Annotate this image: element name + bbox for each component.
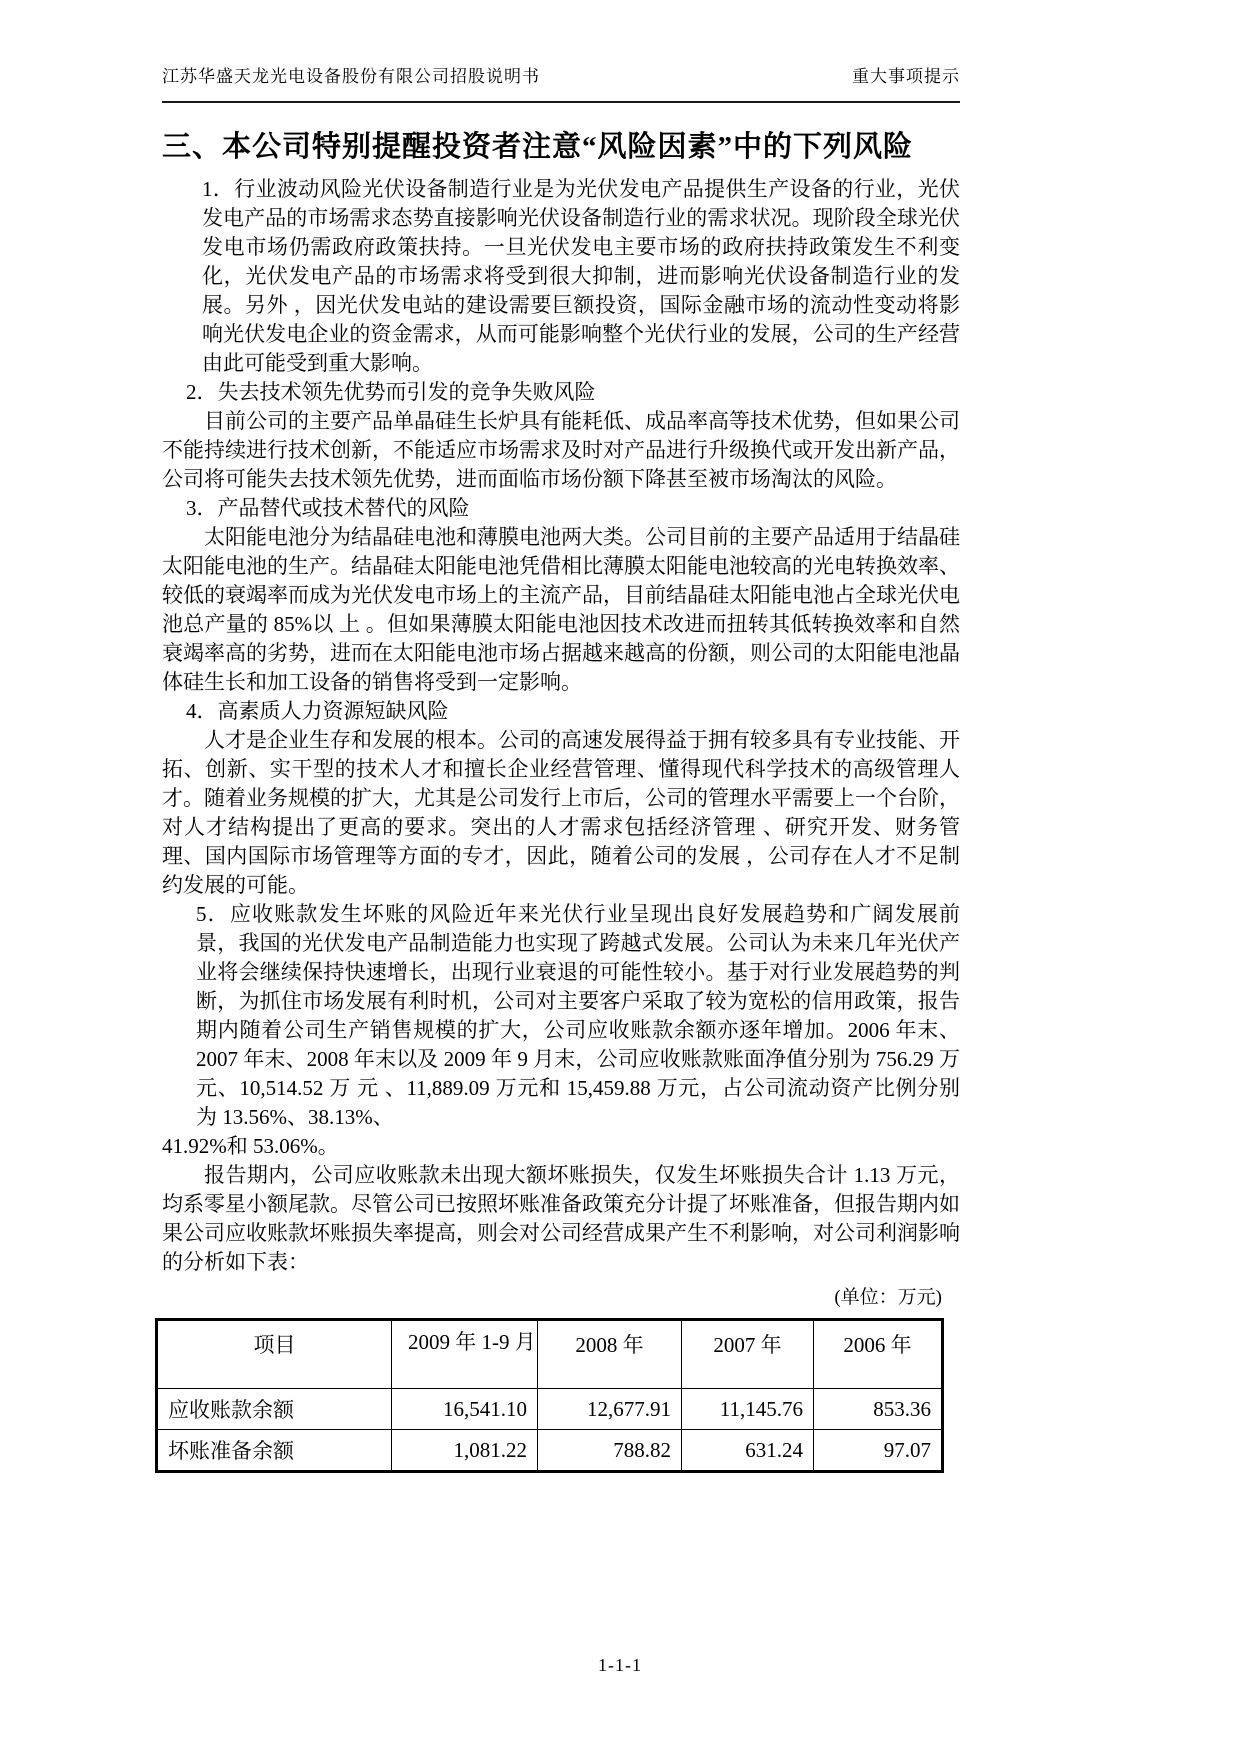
cell-value: 631.24 <box>682 1430 814 1472</box>
cell-value: 97.07 <box>814 1430 943 1472</box>
table-header-2007: 2007 年 <box>682 1320 814 1389</box>
risk-body-3: 太阳能电池分为结晶硅电池和薄膜电池两大类。公司目前的主要产品适用于结晶硅太阳能电池的生产。结晶硅太阳能电池凭借相比薄膜太阳能电池较高的光电转换效率、较低的衰竭率而成为光伏发电市场上的主流产品，目前结晶硅太阳能电池占全球光伏电池总产量的 85%以 上 。但如果薄膜太阳能电池因技术改进而扭转其低转换效率和自然衰竭率高的劣势，进而在太阳能电池市场占据越来越高的份额，则公司的太阳能电池晶体硅生长和加工设备的销售将受到一定影响。 <box>162 525 960 694</box>
running-header <box>162 62 960 87</box>
cell-value: 1,081.22 <box>392 1430 538 1472</box>
risk-item-5-paragraph: 5．应收账款发生坏账的风险近年来光伏行业呈现出良好发展趋势和广阔发展前景，我国的光伏发电产品制造能力也实现了跨越式发展。公司认为未来几年光伏产业将会继续保持快速增长，出现行业衰退的可能性较小。基于对行业发展趋势的判断，为抓住市场发展有利时机，公司对主要客户采取了较为宽松的信用政策，报告期内随着公司生产销售规模的扩大，公司应收账款余额亦逐年增加。2006 年末、2007 年末、2008 年末以及 2009 年 9 月末，公司应收账款账面净值分别为 756.29 万元、10,514.52 万 元 、11,889.09 万元和 15,459.88 万元，占公司流动资产比例分别为 13.56%、38.13%、 <box>196 902 960 1129</box>
cell-value: 11,145.76 <box>682 1389 814 1430</box>
bad-debt-analysis-paragraph: 报告期内，公司应收账款未出现大额坏账损失，仅发生坏账损失合计 1.13 万元，均系零星小额尾款。尽管公司已按照坏账准备政策充分计提了坏账准备，但报告期内如果公司应收账款坏账损失率提高，则会对公司经营成果产生不利影响，对公司利润影响的分析如下表： <box>162 1163 960 1274</box>
page-number: 1-1-1 <box>598 1655 642 1675</box>
table-unit-note: (单位：万元) <box>834 1287 942 1308</box>
table-header-2009: 2009 年 1-9 月 <box>392 1320 538 1389</box>
page-content <box>162 62 960 1473</box>
header-section-label: 重大事项提示 <box>852 67 960 86</box>
row-label: 应收账款余额 <box>157 1389 392 1430</box>
header-divider <box>162 101 960 103</box>
receivables-table <box>155 1318 944 1473</box>
table-header-item: 项目 <box>157 1320 392 1389</box>
row-label: 坏账准备余额 <box>157 1430 392 1472</box>
cell-value: 16,541.10 <box>392 1389 538 1430</box>
section-title: 三、本公司特别提醒投资者注意“风险因素”中的下列风险 <box>162 131 914 163</box>
header-document-title: 江苏华盛天龙光电设备股份有限公司招股说明书 <box>162 67 540 86</box>
risk-heading-3: 3．产品替代或技术替代的风险 <box>186 496 470 520</box>
table-row-bad-debt-provision <box>157 1430 943 1472</box>
cell-value: 12,677.91 <box>538 1389 682 1430</box>
cell-value: 853.36 <box>814 1389 943 1430</box>
table-header-2008: 2008 年 <box>538 1320 682 1389</box>
table-header-2006: 2006 年 <box>814 1320 943 1389</box>
risk-heading-2: 2．失去技术领先优势而引发的竞争失败风险 <box>186 380 596 404</box>
table-row-receivable-balance <box>157 1389 943 1430</box>
risk-body-4: 人才是企业生存和发展的根本。公司的高速发展得益于拥有较多具有专业技能、开拓、创新、实干型的技术人才和擅长企业经营管理、懂得现代科学技术的高级管理人才。随着业务规模的扩大，尤其是公司发行上市后，公司的管理水平需要上一个台阶，对人才结构提出了更高的要求。突出的人才需求包括经济管理 、研究开发、财务管理、国内国际市场管理等方面的专才，因此，随着公司的发展 ，公司存在人才不足制约发展的可能。 <box>162 728 960 897</box>
risk-heading-4: 4．高素质人力资源短缺风险 <box>186 699 449 723</box>
cell-value: 788.82 <box>538 1430 682 1472</box>
table-header-row <box>157 1320 943 1389</box>
risk-item-1-paragraph: 1．行业波动风险光伏设备制造行业是为光伏发电产品提供生产设备的行业，光伏发电产品的市场需求态势直接影响光伏设备制造行业的需求状况。现阶段全球光伏发电市场仍需政府政策扶持。一旦光伏发电主要市场的政府扶持政策发生不利变化，光伏发电产品的市场需求将受到很大抑制，进而影响光伏设备制造行业的发展。另外 ，因光伏发电站的建设需要巨额投资，国际金融市场的流动性变动将影响光伏发电企业的资金需求，从而可能影响整个光伏行业的发展，公司的生产经营由此可能受到重大影响。 <box>202 177 960 375</box>
risk-body-2: 目前公司的主要产品单晶硅生长炉具有能耗低、成品率高等技术优势，但如果公司不能持续进行技术创新，不能适应市场需求及时对产品进行升级换代或开发出新产品，公司将可能失去技术领先优势，进而面临市场份额下降甚至被市场淘汰的风险。 <box>162 409 960 491</box>
risk-item-5-overflow-line: 41.92%和 53.06%。 <box>162 1134 339 1158</box>
